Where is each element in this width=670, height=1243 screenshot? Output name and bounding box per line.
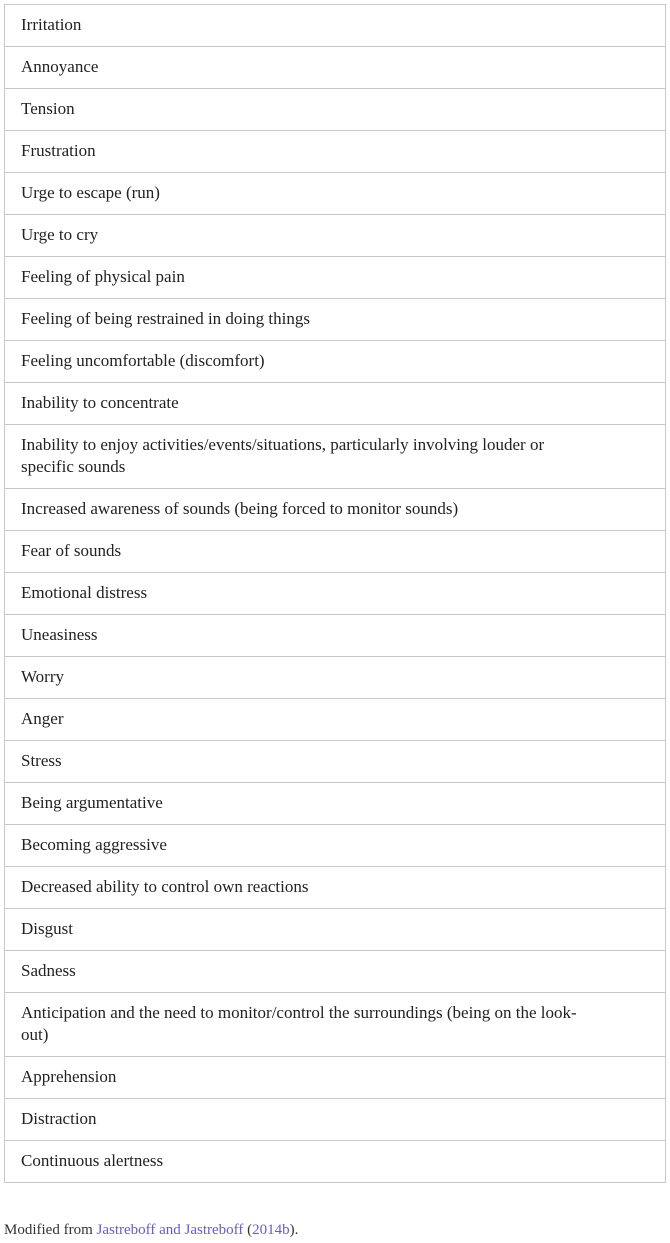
table-cell [5, 993, 666, 1057]
table-row [5, 531, 666, 573]
cell-text: Decreased ability to control own reactions [21, 877, 309, 896]
citation-year-link[interactable]: 2014b [252, 1222, 290, 1238]
table-cell [5, 341, 666, 383]
cell-text: Tension [21, 99, 75, 118]
cell-text: Apprehension [21, 1067, 117, 1086]
table-row [5, 383, 666, 425]
table-cell [5, 1057, 666, 1099]
table-cell [5, 951, 666, 993]
table-row [5, 215, 666, 257]
cell-text: Worry [21, 667, 65, 686]
table-cell [5, 909, 666, 951]
cell-text: Continuous alertness [21, 1151, 164, 1170]
table-cell [5, 615, 666, 657]
cell-text: Becoming aggressive [21, 835, 167, 854]
cell-text: Emotional distress [21, 583, 148, 602]
table-row [5, 341, 666, 383]
table-row [5, 573, 666, 615]
cell-text: Inability to enjoy activities/events/situations, particularly involving louder or specific sounds [21, 435, 545, 476]
cell-text: Annoyance [21, 57, 99, 76]
table-cell [5, 489, 666, 531]
cell-text: Anger [21, 709, 64, 728]
table-footnote [4, 1221, 298, 1239]
table-cell [5, 425, 666, 489]
table-cell [5, 573, 666, 615]
table-row [5, 951, 666, 993]
table-row [5, 699, 666, 741]
table-row [5, 1099, 666, 1141]
table-cell [5, 1099, 666, 1141]
table-row [5, 657, 666, 699]
table-row [5, 47, 666, 89]
table-row [5, 615, 666, 657]
table-row [5, 131, 666, 173]
footnote-open-paren: ( [243, 1222, 253, 1238]
table-row [5, 173, 666, 215]
table-row [5, 741, 666, 783]
table-cell [5, 1141, 666, 1183]
table-row [5, 909, 666, 951]
cell-text: Uneasiness [21, 625, 98, 644]
symptoms-table [4, 4, 666, 1183]
cell-text: Urge to cry [21, 225, 99, 244]
cell-text: Fear of sounds [21, 541, 122, 560]
symptoms-table-container [4, 4, 666, 1183]
table-cell [5, 383, 666, 425]
cell-text: Stress [21, 751, 62, 770]
cell-text: Urge to escape (run) [21, 183, 160, 202]
table-row [5, 1141, 666, 1183]
citation-authors-link[interactable]: Jastreboff and Jastreboff [96, 1222, 244, 1238]
table-row [5, 425, 666, 489]
cell-text: Disgust [21, 919, 73, 938]
table-cell [5, 657, 666, 699]
table-row [5, 299, 666, 341]
table-row [5, 1057, 666, 1099]
cell-text: Sadness [21, 961, 76, 980]
table-row [5, 89, 666, 131]
footnote-prefix: Modified from [4, 1222, 97, 1238]
table-row [5, 825, 666, 867]
table-cell [5, 531, 666, 573]
cell-text: Irritation [21, 15, 82, 34]
cell-text: Inability to concentrate [21, 393, 179, 412]
table-cell [5, 47, 666, 89]
cell-text: Feeling of being restrained in doing things [21, 309, 310, 328]
table-cell [5, 825, 666, 867]
table-cell [5, 867, 666, 909]
table-row [5, 783, 666, 825]
cell-text: Feeling uncomfortable (discomfort) [21, 351, 265, 370]
table-cell [5, 299, 666, 341]
cell-text: Distraction [21, 1109, 97, 1128]
table-cell [5, 699, 666, 741]
table-cell [5, 741, 666, 783]
table-cell [5, 783, 666, 825]
table-cell [5, 257, 666, 299]
table-row [5, 489, 666, 531]
table-cell [5, 215, 666, 257]
table-row [5, 867, 666, 909]
cell-text: Feeling of physical pain [21, 267, 185, 286]
table-cell [5, 173, 666, 215]
cell-text: Increased awareness of sounds (being forced to monitor sounds) [21, 499, 459, 518]
table-cell [5, 131, 666, 173]
table-cell [5, 89, 666, 131]
table-cell [5, 5, 666, 47]
table-row [5, 5, 666, 47]
symptoms-table-body [5, 5, 666, 1183]
table-row [5, 993, 666, 1057]
table-row [5, 257, 666, 299]
footnote-suffix: ). [289, 1222, 299, 1238]
cell-text: Being argumentative [21, 793, 163, 812]
cell-text: Anticipation and the need to monitor/control the surroundings (being on the look-out) [21, 1003, 577, 1044]
cell-text: Frustration [21, 141, 96, 160]
